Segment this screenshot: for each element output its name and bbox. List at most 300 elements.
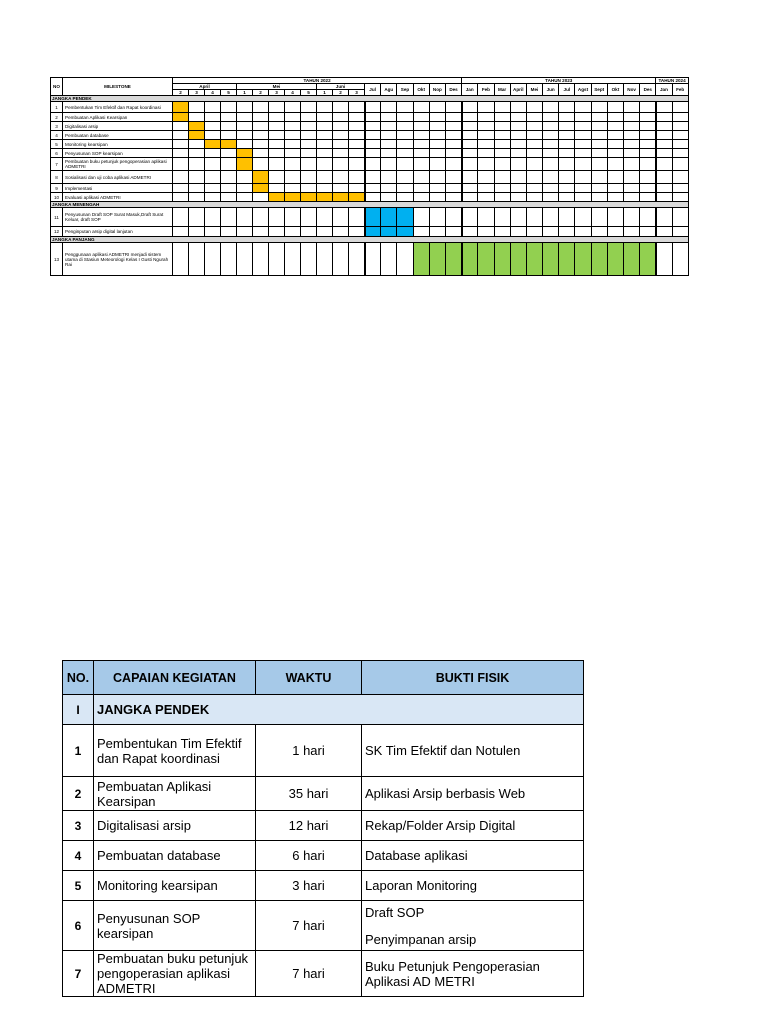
gantt-empty-cell bbox=[656, 208, 672, 227]
gantt-empty-cell bbox=[510, 140, 526, 149]
gantt-empty-cell bbox=[429, 140, 445, 149]
gantt-bar-cell bbox=[413, 243, 429, 276]
gantt-empty-cell bbox=[445, 140, 461, 149]
gantt-empty-cell bbox=[317, 171, 333, 184]
gantt-row bbox=[51, 122, 689, 131]
gantt-empty-cell bbox=[285, 131, 301, 140]
gantt-empty-cell bbox=[543, 102, 559, 113]
gantt-empty-cell bbox=[656, 149, 672, 158]
row-number: 1 bbox=[63, 725, 94, 777]
gantt-empty-cell bbox=[397, 149, 413, 158]
gantt-empty-cell bbox=[285, 149, 301, 158]
gantt-empty-cell bbox=[285, 122, 301, 131]
gantt-empty-cell bbox=[413, 113, 429, 122]
gantt-month-header: Mei bbox=[237, 84, 317, 90]
gantt-month-header: Jul bbox=[559, 84, 575, 96]
time-cell: 7 hari bbox=[256, 951, 362, 997]
gantt-empty-cell bbox=[333, 122, 349, 131]
gantt-empty-cell bbox=[173, 140, 189, 149]
gantt-empty-cell bbox=[494, 140, 510, 149]
gantt-empty-cell bbox=[413, 131, 429, 140]
gantt-empty-cell bbox=[543, 140, 559, 149]
gantt-empty-cell bbox=[591, 208, 607, 227]
gantt-empty-cell bbox=[624, 113, 640, 122]
gantt-empty-cell bbox=[365, 171, 381, 184]
gantt-empty-cell bbox=[575, 193, 591, 202]
gantt-empty-cell bbox=[349, 171, 365, 184]
gantt-bar-cell bbox=[397, 227, 413, 237]
gantt-empty-cell bbox=[413, 149, 429, 158]
gantt-month-header: Agu bbox=[381, 84, 397, 96]
gantt-empty-cell bbox=[640, 184, 656, 193]
gantt-bar-cell bbox=[559, 243, 575, 276]
gantt-empty-cell bbox=[381, 113, 397, 122]
gantt-week-header: 4 bbox=[285, 90, 301, 96]
gantt-row-number: 8 bbox=[51, 171, 63, 184]
gantt-bar-cell bbox=[494, 243, 510, 276]
gantt-empty-cell bbox=[624, 208, 640, 227]
gantt-empty-cell bbox=[640, 208, 656, 227]
gantt-empty-cell bbox=[237, 171, 253, 184]
gantt-empty-cell bbox=[333, 243, 349, 276]
gantt-empty-cell bbox=[333, 158, 349, 171]
gantt-empty-cell bbox=[591, 113, 607, 122]
gantt-empty-cell bbox=[672, 113, 688, 122]
evidence-line: Rekap/Folder Arsip Digital bbox=[365, 818, 516, 833]
gantt-empty-cell bbox=[333, 113, 349, 122]
gantt-empty-cell bbox=[445, 102, 461, 113]
gantt-empty-cell bbox=[301, 158, 317, 171]
gantt-empty-cell bbox=[397, 158, 413, 171]
gantt-empty-cell bbox=[221, 158, 237, 171]
gantt-empty-cell bbox=[478, 193, 494, 202]
evidence-cell bbox=[362, 951, 584, 997]
gantt-row-number: 6 bbox=[51, 149, 63, 158]
gantt-empty-cell bbox=[317, 131, 333, 140]
gantt-bar-cell bbox=[543, 243, 559, 276]
evidence-line: Database aplikasi bbox=[365, 848, 468, 863]
evidence-line: Draft SOP bbox=[365, 904, 425, 920]
gantt-empty-cell bbox=[397, 243, 413, 276]
gantt-empty-cell bbox=[237, 193, 253, 202]
gantt-empty-cell bbox=[607, 122, 623, 131]
gantt-empty-cell bbox=[478, 113, 494, 122]
gantt-empty-cell bbox=[591, 193, 607, 202]
gantt-empty-cell bbox=[253, 140, 269, 149]
gantt-month-header: April bbox=[510, 84, 526, 96]
gantt-empty-cell bbox=[381, 184, 397, 193]
gantt-empty-cell bbox=[526, 149, 542, 158]
gantt-empty-cell bbox=[413, 208, 429, 227]
evidence-line: SK Tim Efektif dan Notulen bbox=[365, 743, 521, 758]
gantt-empty-cell bbox=[173, 243, 189, 276]
gantt-empty-cell bbox=[381, 149, 397, 158]
activity-achievement-table bbox=[62, 660, 584, 997]
gantt-empty-cell bbox=[397, 171, 413, 184]
gantt-empty-cell bbox=[221, 149, 237, 158]
gantt-empty-cell bbox=[285, 227, 301, 237]
gantt-empty-cell bbox=[526, 140, 542, 149]
gantt-empty-cell bbox=[543, 149, 559, 158]
gantt-empty-cell bbox=[510, 122, 526, 131]
gantt-empty-cell bbox=[640, 131, 656, 140]
gantt-milestone-header: MILESTONE bbox=[63, 78, 173, 96]
gantt-month-header: Okt bbox=[413, 84, 429, 96]
gantt-empty-cell bbox=[510, 184, 526, 193]
gantt-bar-cell bbox=[607, 243, 623, 276]
gantt-week-header: 5 bbox=[221, 90, 237, 96]
gantt-empty-cell bbox=[672, 208, 688, 227]
gantt-empty-cell bbox=[656, 171, 672, 184]
evidence-cell bbox=[362, 777, 584, 811]
gantt-bar-cell bbox=[205, 140, 221, 149]
gantt-empty-cell bbox=[253, 227, 269, 237]
gantt-empty-cell bbox=[607, 184, 623, 193]
gantt-empty-cell bbox=[591, 171, 607, 184]
gantt-empty-cell bbox=[237, 140, 253, 149]
gantt-empty-cell bbox=[510, 158, 526, 171]
gantt-empty-cell bbox=[189, 102, 205, 113]
gantt-empty-cell bbox=[429, 131, 445, 140]
gantt-empty-cell bbox=[543, 122, 559, 131]
gantt-milestone-name: Pembentukan Tim Efektif dan Rapat koordinasi bbox=[63, 102, 173, 113]
gantt-month-header: Jul bbox=[365, 84, 381, 96]
gantt-empty-cell bbox=[301, 243, 317, 276]
gantt-empty-cell bbox=[575, 208, 591, 227]
gantt-empty-cell bbox=[237, 122, 253, 131]
gantt-empty-cell bbox=[365, 131, 381, 140]
gantt-bar-cell bbox=[381, 227, 397, 237]
gantt-empty-cell bbox=[575, 140, 591, 149]
gantt-empty-cell bbox=[397, 131, 413, 140]
gantt-empty-cell bbox=[317, 208, 333, 227]
gantt-empty-cell bbox=[333, 149, 349, 158]
gantt-empty-cell bbox=[640, 171, 656, 184]
gantt-empty-cell bbox=[656, 140, 672, 149]
gantt-empty-cell bbox=[269, 184, 285, 193]
gantt-empty-cell bbox=[173, 171, 189, 184]
gantt-empty-cell bbox=[269, 113, 285, 122]
gantt-week-header: 5 bbox=[301, 90, 317, 96]
gantt-empty-cell bbox=[494, 158, 510, 171]
gantt-empty-cell bbox=[301, 131, 317, 140]
evidence-line: Buku Petunjuk Pengoperasian Aplikasi AD METRI bbox=[365, 958, 540, 989]
gantt-bar-cell bbox=[237, 149, 253, 158]
gantt-empty-cell bbox=[205, 193, 221, 202]
gantt-empty-cell bbox=[173, 158, 189, 171]
gantt-empty-cell bbox=[672, 158, 688, 171]
gantt-empty-cell bbox=[575, 158, 591, 171]
gantt-row bbox=[51, 158, 689, 171]
gantt-empty-cell bbox=[349, 243, 365, 276]
gantt-empty-cell bbox=[429, 122, 445, 131]
gantt-bar-cell bbox=[365, 227, 381, 237]
gantt-empty-cell bbox=[656, 158, 672, 171]
gantt-row bbox=[51, 243, 689, 276]
gantt-empty-cell bbox=[173, 184, 189, 193]
gantt-empty-cell bbox=[445, 208, 461, 227]
gantt-empty-cell bbox=[640, 227, 656, 237]
gantt-empty-cell bbox=[237, 243, 253, 276]
gantt-empty-cell bbox=[285, 184, 301, 193]
gantt-bar-cell bbox=[478, 243, 494, 276]
gantt-empty-cell bbox=[543, 227, 559, 237]
gantt-empty-cell bbox=[413, 193, 429, 202]
gantt-empty-cell bbox=[349, 149, 365, 158]
gantt-empty-cell bbox=[221, 193, 237, 202]
gantt-empty-cell bbox=[526, 131, 542, 140]
gantt-empty-cell bbox=[285, 171, 301, 184]
gantt-empty-cell bbox=[253, 243, 269, 276]
gantt-empty-cell bbox=[478, 208, 494, 227]
gantt-empty-cell bbox=[381, 122, 397, 131]
gantt-row-number: 1 bbox=[51, 102, 63, 113]
gantt-empty-cell bbox=[543, 184, 559, 193]
gantt-empty-cell bbox=[462, 122, 478, 131]
gantt-row-number: 4 bbox=[51, 131, 63, 140]
evidence-cell bbox=[362, 725, 584, 777]
gantt-empty-cell bbox=[672, 131, 688, 140]
time-cell: 3 hari bbox=[256, 871, 362, 901]
gantt-milestone-name: Penggunaan aplikasi ADMETRI menjadi sistem utama di Stasiun Meteorologi Kelas I Gusti Ngurah Rai bbox=[63, 243, 173, 276]
gantt-empty-cell bbox=[317, 149, 333, 158]
gantt-week-header: 1 bbox=[317, 90, 333, 96]
evidence-cell bbox=[362, 841, 584, 871]
gantt-empty-cell bbox=[381, 102, 397, 113]
gantt-empty-cell bbox=[656, 131, 672, 140]
gantt-empty-cell bbox=[672, 102, 688, 113]
gantt-empty-cell bbox=[205, 243, 221, 276]
gantt-empty-cell bbox=[301, 171, 317, 184]
gantt-empty-cell bbox=[478, 102, 494, 113]
gantt-empty-cell bbox=[205, 131, 221, 140]
gantt-empty-cell bbox=[429, 227, 445, 237]
gantt-empty-cell bbox=[413, 158, 429, 171]
gantt-empty-cell bbox=[494, 149, 510, 158]
gantt-empty-cell bbox=[445, 184, 461, 193]
gantt-empty-cell bbox=[445, 158, 461, 171]
gantt-section-title: JANGKA MENENGAH bbox=[51, 202, 689, 208]
gantt-empty-cell bbox=[253, 113, 269, 122]
activity-cell: Pembuatan database bbox=[94, 841, 256, 871]
gantt-empty-cell bbox=[221, 227, 237, 237]
gantt-empty-cell bbox=[189, 243, 205, 276]
header-no: NO. bbox=[63, 661, 94, 695]
gantt-empty-cell bbox=[189, 113, 205, 122]
gantt-milestone-name: Pembuatan buku petunjuk pengoperasian aplikasi ADMETRI bbox=[63, 158, 173, 171]
gantt-empty-cell bbox=[413, 122, 429, 131]
gantt-empty-cell bbox=[672, 140, 688, 149]
gantt-bar-cell bbox=[640, 243, 656, 276]
section-title: JANGKA PENDEK bbox=[94, 695, 584, 725]
gantt-empty-cell bbox=[221, 113, 237, 122]
row-number: 4 bbox=[63, 841, 94, 871]
gantt-empty-cell bbox=[285, 208, 301, 227]
gantt-bar-cell bbox=[317, 193, 333, 202]
header-time: WAKTU bbox=[256, 661, 362, 695]
gantt-empty-cell bbox=[269, 102, 285, 113]
table-row bbox=[63, 901, 584, 951]
gantt-month-header: Sept bbox=[591, 84, 607, 96]
gantt-week-header: 2 bbox=[253, 90, 269, 96]
evidence-line: Laporan Monitoring bbox=[365, 878, 478, 893]
gantt-empty-cell bbox=[607, 208, 623, 227]
gantt-empty-cell bbox=[349, 122, 365, 131]
gantt-empty-cell bbox=[365, 149, 381, 158]
gantt-empty-cell bbox=[607, 149, 623, 158]
gantt-empty-cell bbox=[445, 131, 461, 140]
gantt-empty-cell bbox=[285, 243, 301, 276]
gantt-empty-cell bbox=[624, 102, 640, 113]
gantt-empty-cell bbox=[365, 243, 381, 276]
gantt-empty-cell bbox=[237, 227, 253, 237]
gantt-empty-cell bbox=[253, 102, 269, 113]
gantt-empty-cell bbox=[189, 140, 205, 149]
time-cell: 12 hari bbox=[256, 811, 362, 841]
table-row bbox=[63, 951, 584, 997]
gantt-empty-cell bbox=[429, 171, 445, 184]
gantt-empty-cell bbox=[526, 208, 542, 227]
gantt-empty-cell bbox=[559, 140, 575, 149]
gantt-empty-cell bbox=[510, 131, 526, 140]
row-number: 5 bbox=[63, 871, 94, 901]
gantt-empty-cell bbox=[543, 171, 559, 184]
gantt-empty-cell bbox=[301, 140, 317, 149]
gantt-bar-cell bbox=[624, 243, 640, 276]
gantt-milestone-name: Monitoring kearsipan bbox=[63, 140, 173, 149]
gantt-empty-cell bbox=[253, 149, 269, 158]
gantt-empty-cell bbox=[607, 171, 623, 184]
gantt-week-header: 2 bbox=[333, 90, 349, 96]
gantt-bar-cell bbox=[221, 140, 237, 149]
header-evidence: BUKTI FISIK bbox=[362, 661, 584, 695]
gantt-row-number: 2 bbox=[51, 113, 63, 122]
gantt-month-header: Jan bbox=[462, 84, 478, 96]
gantt-milestone-name: Digitalisasi arsip bbox=[63, 122, 173, 131]
gantt-empty-cell bbox=[607, 131, 623, 140]
gantt-milestone-name: Pembuatan Aplikasi Kearsipan bbox=[63, 113, 173, 122]
gantt-empty-cell bbox=[397, 122, 413, 131]
gantt-empty-cell bbox=[607, 158, 623, 171]
gantt-empty-cell bbox=[575, 171, 591, 184]
gantt-empty-cell bbox=[333, 102, 349, 113]
gantt-milestone-name: Penginputan arsip digital lanjutan bbox=[63, 227, 173, 237]
gantt-empty-cell bbox=[205, 208, 221, 227]
gantt-empty-cell bbox=[253, 208, 269, 227]
gantt-empty-cell bbox=[349, 158, 365, 171]
gantt-empty-cell bbox=[301, 208, 317, 227]
gantt-month-header: Des bbox=[445, 84, 461, 96]
gantt-year-header: TAHUN 2022 bbox=[173, 78, 462, 84]
gantt-empty-cell bbox=[221, 131, 237, 140]
time-cell: 6 hari bbox=[256, 841, 362, 871]
gantt-row bbox=[51, 171, 689, 184]
gantt-empty-cell bbox=[462, 158, 478, 171]
gantt-empty-cell bbox=[591, 140, 607, 149]
gantt-milestone-name: Sosialisasi dan uji coba aplikasi ADMETRI bbox=[63, 171, 173, 184]
gantt-empty-cell bbox=[173, 131, 189, 140]
gantt-row bbox=[51, 131, 689, 140]
gantt-empty-cell bbox=[173, 227, 189, 237]
gantt-milestone-name: Evaluasi aplikasi ADMETRI bbox=[63, 193, 173, 202]
table-row bbox=[63, 841, 584, 871]
gantt-empty-cell bbox=[205, 122, 221, 131]
gantt-empty-cell bbox=[173, 193, 189, 202]
activity-cell: Pembuatan Aplikasi Kearsipan bbox=[94, 777, 256, 811]
gantt-no-header: NO bbox=[51, 78, 63, 96]
gantt-milestone-name: Penyusunan SOP kearsipan bbox=[63, 149, 173, 158]
table-row bbox=[63, 725, 584, 777]
gantt-empty-cell bbox=[413, 171, 429, 184]
gantt-empty-cell bbox=[543, 113, 559, 122]
gantt-empty-cell bbox=[656, 102, 672, 113]
gantt-empty-cell bbox=[333, 227, 349, 237]
gantt-empty-cell bbox=[559, 149, 575, 158]
gantt-month-header: Mei bbox=[526, 84, 542, 96]
gantt-empty-cell bbox=[559, 131, 575, 140]
gantt-empty-cell bbox=[317, 113, 333, 122]
gantt-empty-cell bbox=[317, 122, 333, 131]
gantt-empty-cell bbox=[429, 158, 445, 171]
gantt-bar-cell bbox=[253, 184, 269, 193]
gantt-empty-cell bbox=[672, 122, 688, 131]
gantt-empty-cell bbox=[510, 102, 526, 113]
gantt-empty-cell bbox=[607, 102, 623, 113]
gantt-empty-cell bbox=[445, 149, 461, 158]
gantt-empty-cell bbox=[333, 171, 349, 184]
gantt-empty-cell bbox=[640, 193, 656, 202]
gantt-empty-cell bbox=[656, 227, 672, 237]
gantt-empty-cell bbox=[445, 113, 461, 122]
gantt-empty-cell bbox=[189, 208, 205, 227]
gantt-section-title: JANGKA PENDEK bbox=[51, 96, 689, 102]
gantt-empty-cell bbox=[429, 184, 445, 193]
gantt-empty-cell bbox=[349, 131, 365, 140]
gantt-empty-cell bbox=[413, 184, 429, 193]
gantt-empty-cell bbox=[221, 243, 237, 276]
gantt-empty-cell bbox=[189, 158, 205, 171]
gantt-empty-cell bbox=[205, 171, 221, 184]
gantt-empty-cell bbox=[269, 171, 285, 184]
gantt-row-number: 5 bbox=[51, 140, 63, 149]
gantt-empty-cell bbox=[575, 227, 591, 237]
gantt-milestone-name: Implementasi bbox=[63, 184, 173, 193]
gantt-empty-cell bbox=[543, 193, 559, 202]
gantt-milestone-name: Pembuatan database bbox=[63, 131, 173, 140]
gantt-month-header: Nov bbox=[624, 84, 640, 96]
gantt-row-number: 3 bbox=[51, 122, 63, 131]
gantt-bar-cell bbox=[269, 193, 285, 202]
gantt-empty-cell bbox=[333, 131, 349, 140]
gantt-empty-cell bbox=[301, 227, 317, 237]
gantt-empty-cell bbox=[301, 113, 317, 122]
gantt-empty-cell bbox=[269, 140, 285, 149]
gantt-empty-cell bbox=[381, 193, 397, 202]
gantt-empty-cell bbox=[462, 227, 478, 237]
gantt-row bbox=[51, 149, 689, 158]
gantt-row-number: 13 bbox=[51, 243, 63, 276]
gantt-bar-cell bbox=[510, 243, 526, 276]
gantt-empty-cell bbox=[591, 102, 607, 113]
gantt-bar-cell bbox=[173, 113, 189, 122]
gantt-bar-cell bbox=[591, 243, 607, 276]
gantt-empty-cell bbox=[478, 140, 494, 149]
gantt-empty-cell bbox=[510, 208, 526, 227]
gantt-empty-cell bbox=[624, 193, 640, 202]
gantt-empty-cell bbox=[397, 193, 413, 202]
gantt-empty-cell bbox=[526, 193, 542, 202]
gantt-empty-cell bbox=[429, 149, 445, 158]
